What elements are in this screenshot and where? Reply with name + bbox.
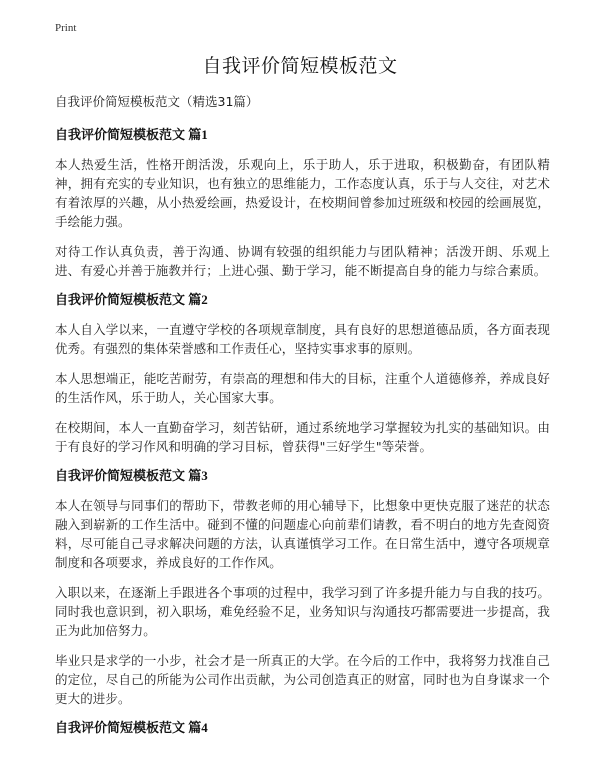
document-subtitle: 自我评价简短模板范文（精选31篇） <box>55 94 259 109</box>
page-title: 自我评价简短模板范文 <box>202 55 398 77</box>
paragraph: 对待工作认真负责，善于沟通、协调有较强的组织能力与团队精神；活泼开朗、乐观上进、有爱心并善于施教并行；上进心强、勤于学习，能不断提高自身的能力与综合素质。 <box>55 244 550 278</box>
paragraph: 在校期间，本人一直勤奋学习，刻苦钻研，通过系统地学习掌握较为扎实的基础知识。由于有良好的学习作风和明确的学习目标，曾获得"三好学生"等荣誉。 <box>55 420 550 454</box>
section-2 <box>55 291 550 456</box>
paragraph: 本人自入学以来，一直遵守学校的各项规章制度，具有良好的思想道德品质，各方面表现优秀。有强烈的集体荣誉感和工作责任心，坚持实事求事的原则。 <box>55 322 550 356</box>
section-4 <box>55 719 550 737</box>
print-link[interactable]: Print <box>55 22 77 34</box>
section-heading: 自我评价简短模板范文 篇3 <box>55 468 208 483</box>
section-1 <box>55 126 550 280</box>
paragraph: 毕业只是求学的一小步，社会才是一所真正的大学。在今后的工作中，我将努力找准自己的定位，尽自己的所能为公司作出贡献，为公司创造真正的财富，同时也为自身谋求一个更大的进步。 <box>55 653 550 706</box>
paragraph: 本人热爱生活，性格开朗活泼，乐观向上，乐于助人，乐于进取，积极勤奋，有团队精神，拥有充实的专业知识，也有独立的思维能力，工作态度认真，乐于与人交往，对艺术有着浓厚的兴趣，从小热爱绘画，热爱设计，在校期间曾参加过班级和校园的绘画展览，手绘能力强。 <box>55 157 550 229</box>
section-heading: 自我评价简短模板范文 篇2 <box>55 292 208 307</box>
paragraph: 本人在领导与同事们的帮助下，带教老师的用心辅导下，比想象中更快克服了迷茫的状态融入到崭新的工作生活中。碰到不懂的问题虚心向前辈们请教，看不明白的地方先查阅资料，尽可能自己寻求解决问题的方法，认真谨慎学习工作。在日常生活中，遵守各项规章制度和各项要求，养成良好的工作作风。 <box>55 498 550 570</box>
section-3 <box>55 467 550 708</box>
paragraph: 入职以来，在逐渐上手跟进各个事项的过程中，我学习到了许多提升能力与自我的技巧。同时我也意识到，初入职场，难免经验不足，业务知识与沟通技巧都需要进一步提高，我正为此加倍努力。 <box>55 585 550 638</box>
paragraph: 本人思想端正，能吃苦耐劳，有崇高的理想和伟大的目标，注重个人道德修养，养成良好的生活作风，乐于助人，关心国家大事。 <box>55 371 550 405</box>
section-heading: 自我评价简短模板范文 篇1 <box>55 127 208 142</box>
document-body <box>55 93 550 748</box>
section-heading: 自我评价简短模板范文 篇4 <box>55 720 208 735</box>
